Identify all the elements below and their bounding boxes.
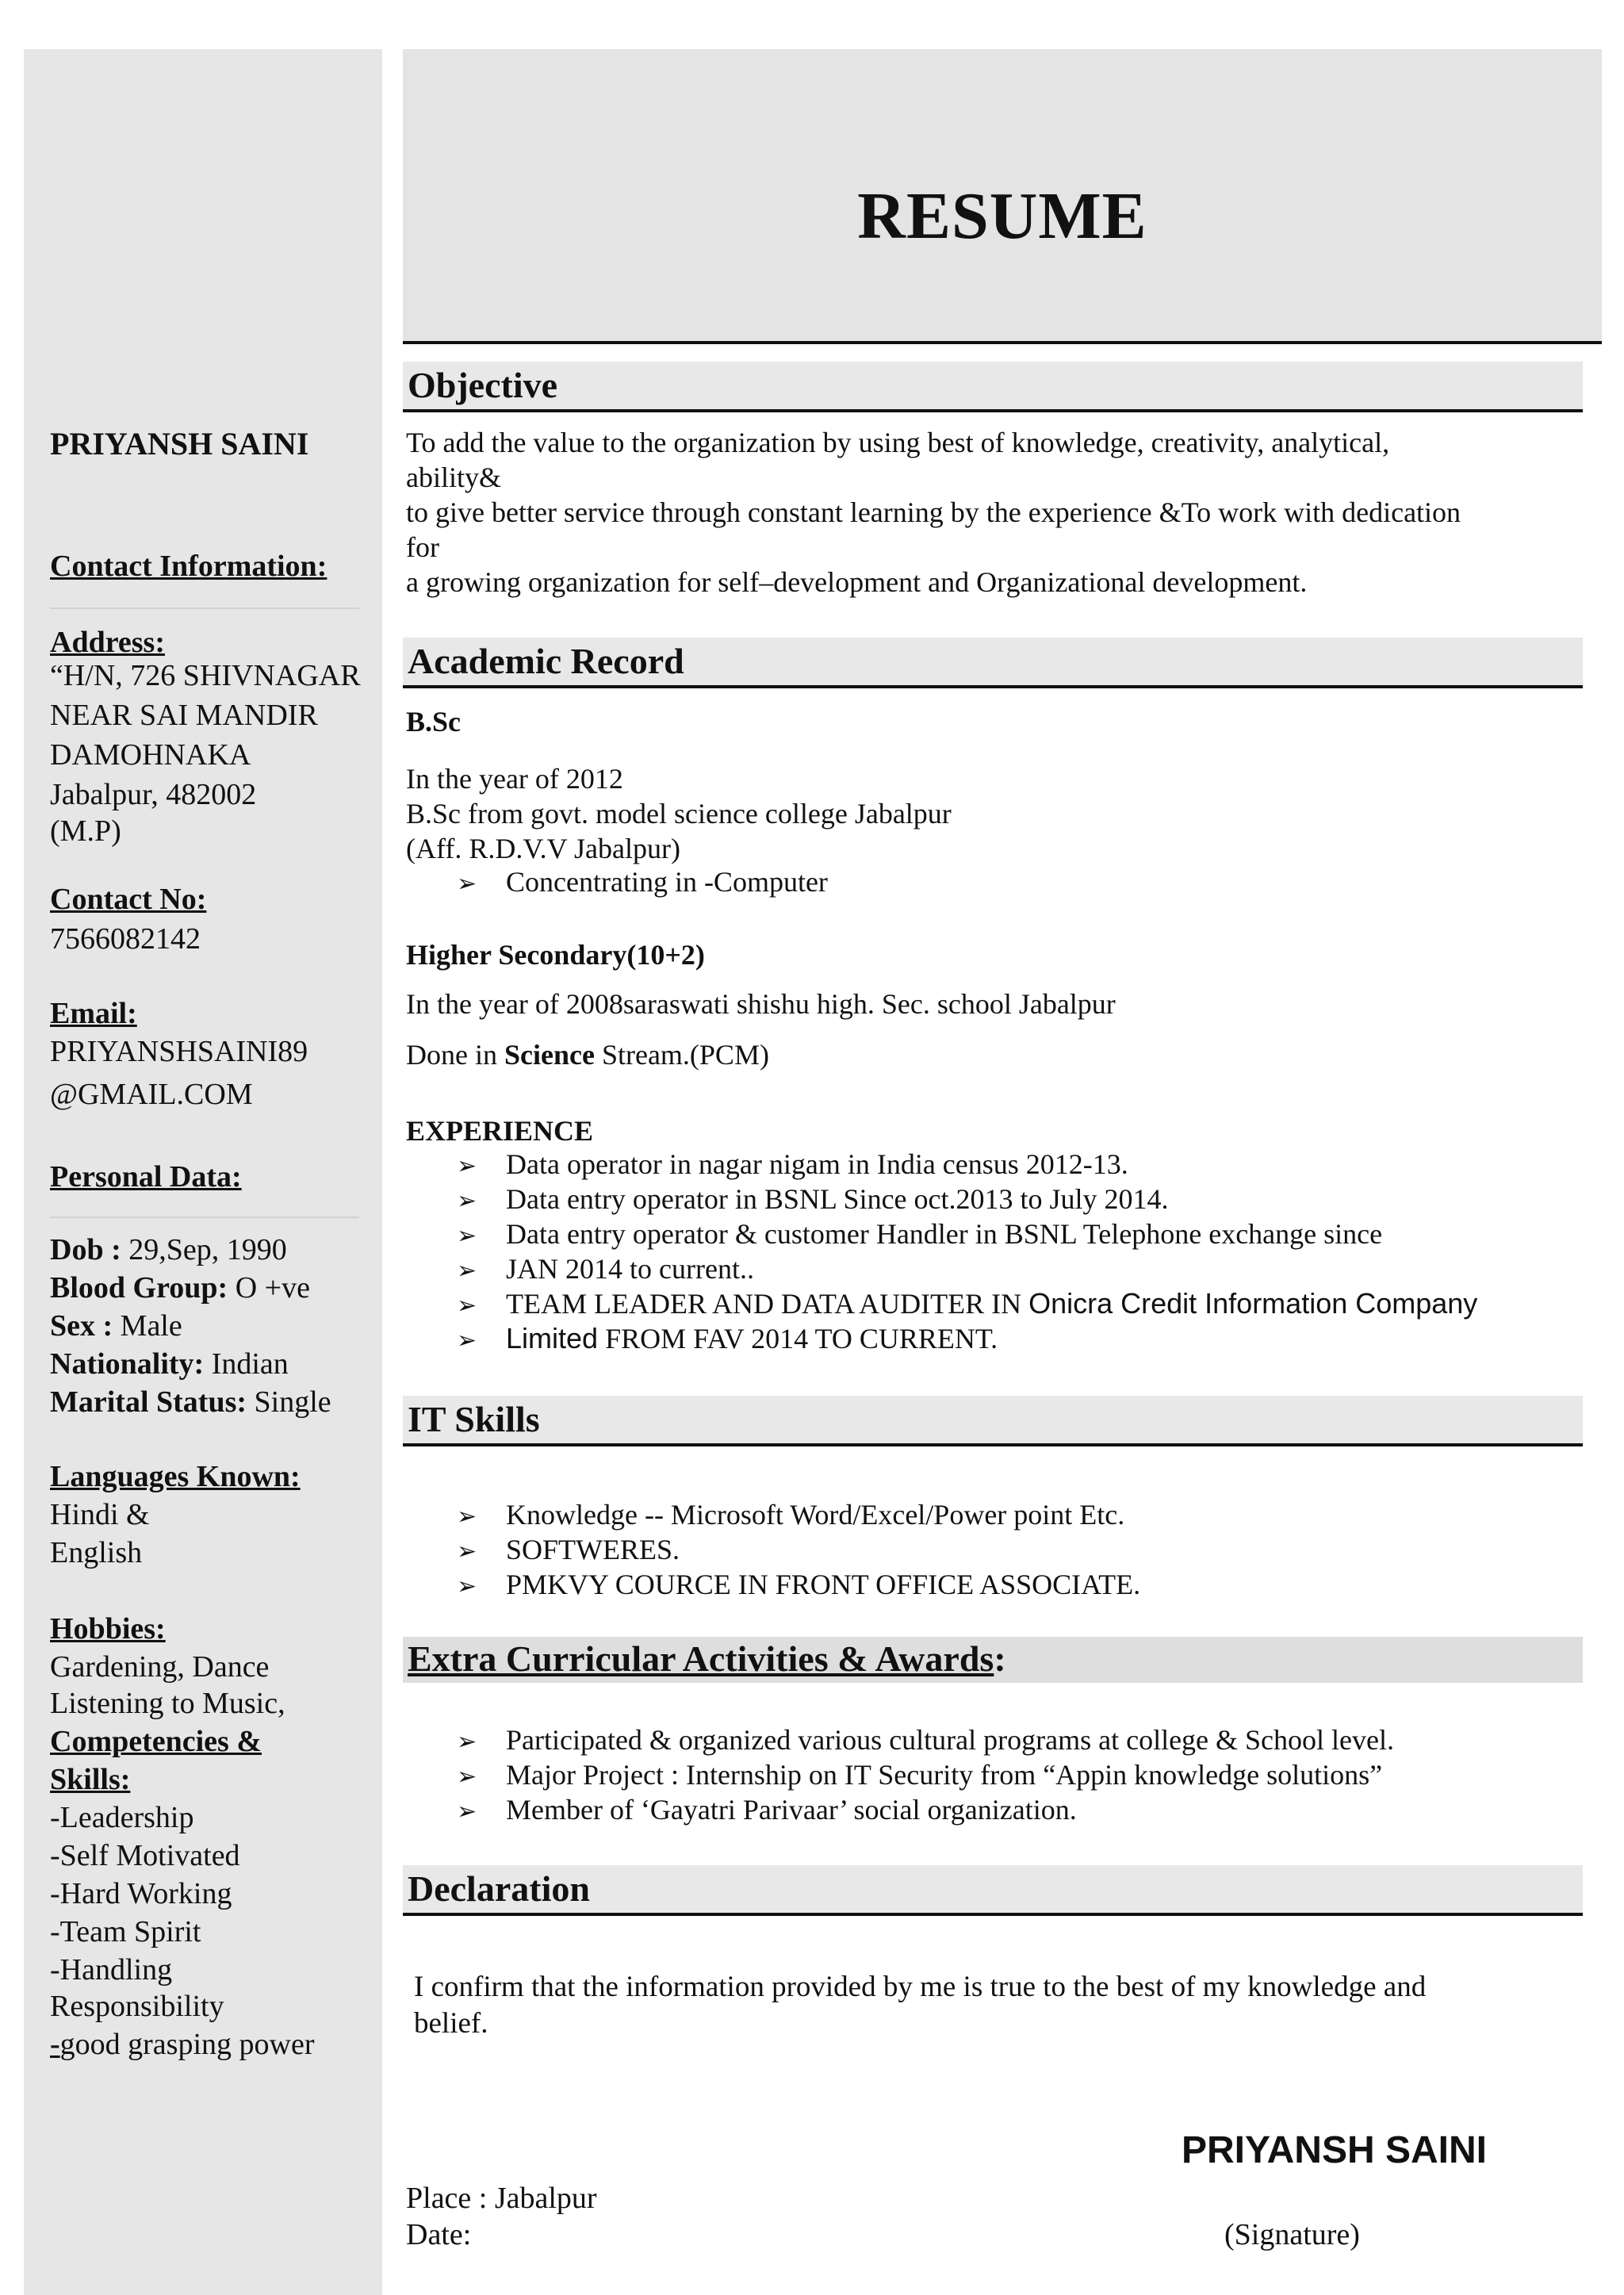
language-item: English	[50, 1536, 143, 1569]
email-heading: Email:	[50, 997, 137, 1030]
signature-name: PRIYANSH SAINI	[1182, 2129, 1487, 2171]
arrow-bullet-icon: ➢	[457, 1327, 477, 1354]
page-title: RESUME	[857, 179, 1147, 253]
arrow-bullet-icon: ➢	[457, 1538, 477, 1565]
extra-item: ➢ Major Project : Internship on IT Security from “Appin knowledge solutions”	[457, 1757, 1382, 1795]
higher-secondary-heading: Higher Secondary(10+2)	[406, 939, 705, 971]
section-objective	[403, 362, 1583, 412]
arrow-bullet-icon: ➢	[457, 1152, 477, 1180]
address-line: DAMOHNAKA	[50, 738, 251, 772]
arrow-bullet-icon: ➢	[457, 1187, 477, 1215]
objective-line: for	[406, 531, 439, 563]
declaration-line: I confirm that the information provided by me is true to the best of my knowledge and	[414, 1971, 1427, 2003]
it-skill-item: ➢ PMKVY COURCE IN FRONT OFFICE ASSOCIATE.	[457, 1567, 1140, 1604]
section-declaration	[403, 1865, 1583, 1916]
email-line: PRIYANSHSAINI89	[50, 1035, 308, 1068]
bsc-line: (Aff. R.D.V.V Jabalpur)	[406, 833, 680, 864]
it-skill-item: ➢ SOFTWERES.	[457, 1532, 680, 1569]
competency-item: -Handling	[50, 1953, 173, 1987]
experience-item: ➢ Data operator in nagar nigam in India census 2012-13.	[457, 1147, 1128, 1184]
candidate-name: PRIYANSH SAINI	[50, 426, 309, 462]
address-line: “H/N, 726 SHIVNAGAR	[50, 659, 361, 692]
experience-item: ➢ JAN 2014 to current..	[457, 1251, 754, 1289]
section-it-skills	[403, 1396, 1583, 1446]
bsc-line: B.Sc from govt. model science college Jabalpur	[406, 798, 952, 829]
hobbies-heading: Hobbies:	[50, 1612, 166, 1646]
objective-line: to give better service through constant learning by the experience &To work with dedication	[406, 496, 1461, 528]
address-line: Jabalpur, 482002	[50, 778, 257, 811]
contact-info-heading: Contact Information:	[50, 550, 327, 583]
address-line: (M.P)	[50, 814, 121, 848]
date-label: Date:	[406, 2218, 472, 2251]
section-title: Academic Record	[408, 641, 684, 681]
personal-dob: Dob : 29,Sep, 1990	[50, 1233, 287, 1266]
arrow-bullet-icon: ➢	[457, 1798, 477, 1826]
address-heading: Address:	[50, 626, 165, 659]
contact-no: 7566082142	[50, 922, 201, 956]
experience-item: ➢ Data entry operator in BSNL Since oct.2013 to July 2014.	[457, 1182, 1169, 1219]
arrow-bullet-icon: ➢	[457, 1503, 477, 1531]
arrow-bullet-icon: ➢	[457, 1573, 477, 1600]
contact-no-heading: Contact No:	[50, 883, 207, 916]
objective-line: ability&	[406, 462, 501, 493]
competencies-heading: Competencies &	[50, 1725, 262, 1758]
experience-heading: EXPERIENCE	[406, 1115, 594, 1147]
competencies-heading-2: Skills:	[50, 1763, 131, 1796]
language-item: Hindi &	[50, 1498, 150, 1531]
section-title: Extra Curricular Activities & Awards:	[408, 1638, 1006, 1679]
objective-line: To add the value to the organization by using best of knowledge, creativity, analytical,	[406, 427, 1390, 458]
extra-item: ➢ Participated & organized various cultural programs at college & School level.	[457, 1722, 1394, 1760]
personal-data-heading: Personal Data:	[50, 1160, 242, 1193]
header-box	[403, 49, 1602, 344]
arrow-bullet-icon: ➢	[457, 1257, 477, 1285]
competency-item: -good grasping power	[50, 2028, 315, 2061]
extra-item: ➢ Member of ‘Gayatri Parivaar’ social organization.	[457, 1792, 1077, 1829]
bsc-bullet: ➢ Concentrating in -Computer	[457, 864, 828, 902]
competency-item: -Self Motivated	[50, 1839, 240, 1872]
arrow-bullet-icon: ➢	[457, 1763, 477, 1791]
section-title: Objective	[408, 365, 558, 405]
objective-line: a growing organization for self–development and Organizational development.	[406, 566, 1308, 598]
languages-heading: Languages Known:	[50, 1460, 301, 1493]
experience-item: ➢ Limited FROM FAV 2014 TO CURRENT.	[457, 1321, 998, 1358]
signature-label: (Signature)	[1224, 2218, 1360, 2251]
competency-item: -Hard Working	[50, 1877, 232, 1910]
arrow-bullet-icon: ➢	[457, 1728, 477, 1756]
arrow-bullet-icon: ➢	[457, 1292, 477, 1320]
competency-item: -Leadership	[50, 1801, 194, 1834]
section-title: IT Skills	[408, 1399, 540, 1439]
personal-marital-status: Marital Status: Single	[50, 1385, 331, 1419]
hobby-item: Listening to Music,	[50, 1687, 285, 1720]
personal-nationality: Nationality: Indian	[50, 1347, 289, 1381]
experience-item: ➢ TEAM LEADER AND DATA AUDITER IN Onicra Credit Information Company	[457, 1286, 1477, 1324]
competency-item: Responsibility	[50, 1990, 224, 2023]
arrow-bullet-icon: ➢	[457, 870, 477, 898]
declaration-line: belief.	[414, 2007, 488, 2040]
arrow-bullet-icon: ➢	[457, 1222, 477, 1250]
bsc-heading: B.Sc	[406, 706, 462, 738]
it-skill-item: ➢ Knowledge -- Microsoft Word/Excel/Power point Etc.	[457, 1497, 1124, 1534]
address-line: NEAR SAI MANDIR	[50, 699, 318, 732]
experience-item: ➢ Data entry operator & customer Handler in BSNL Telephone exchange since	[457, 1216, 1382, 1254]
hobby-item: Gardening, Dance	[50, 1650, 270, 1684]
email-line: @GMAIL.COM	[50, 1078, 253, 1111]
personal-sex: Sex : Male	[50, 1309, 182, 1343]
divider	[50, 1216, 359, 1218]
place: Place : Jabalpur	[406, 2182, 597, 2215]
bsc-line: In the year of 2012	[406, 763, 623, 795]
hs-line: In the year of 2008saraswati shishu high. Sec. school Jabalpur	[406, 988, 1116, 1020]
section-title: Declaration	[408, 1868, 590, 1909]
competency-item: -Team Spirit	[50, 1915, 201, 1948]
section-extra-curricular	[403, 1637, 1583, 1683]
section-academic	[403, 638, 1583, 688]
personal-blood-group: Blood Group: O +ve	[50, 1271, 310, 1305]
divider	[50, 607, 359, 609]
hs-stream: Done in Science Stream.(PCM)	[406, 1039, 769, 1071]
